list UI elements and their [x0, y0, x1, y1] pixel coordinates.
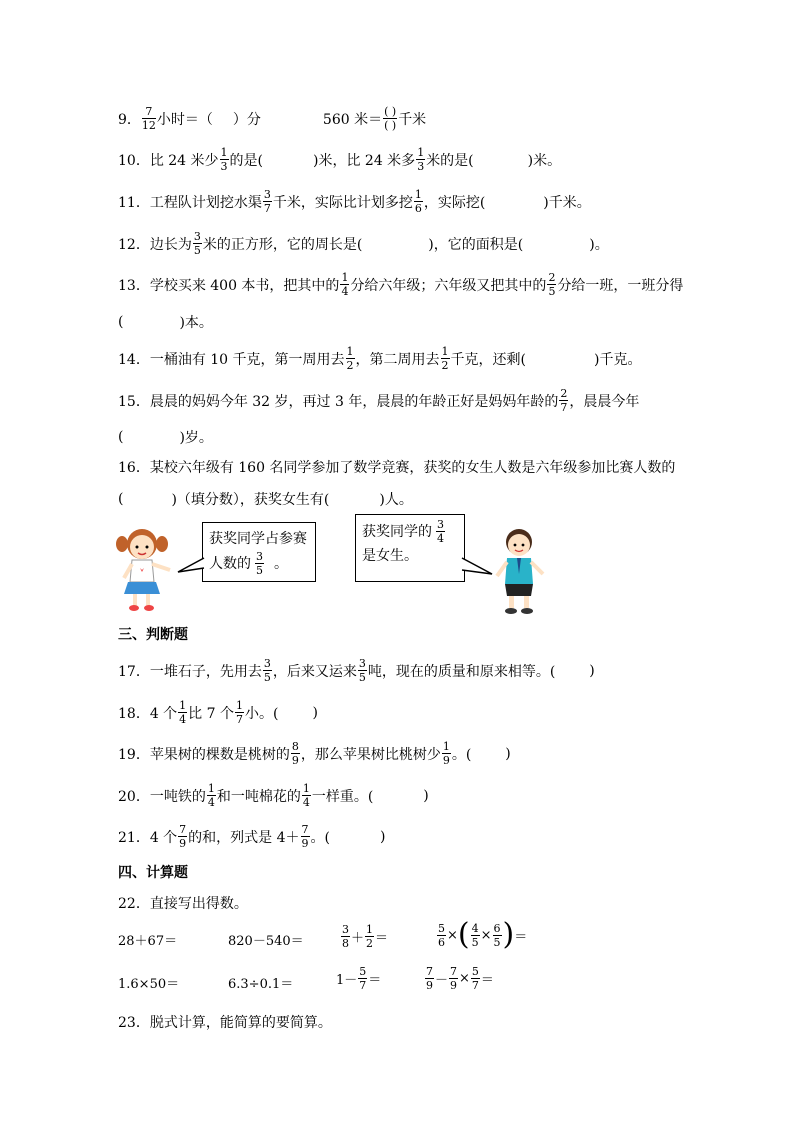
question-18: 18．4 个 $\frac{1}{4}$ 比 7 个 $\frac{1}{7}$ 小。( ) — [118, 699, 318, 726]
fraction: $\frac{7}{12}$ — [141, 105, 156, 132]
fraction: $\frac{3}{5}$ — [193, 230, 201, 257]
fraction: $\frac{1}{6}$ — [414, 188, 422, 215]
fraction: $\frac{1}{4}$ — [207, 782, 215, 809]
fraction: $\frac{1}{2}$ — [441, 345, 449, 372]
fraction: $\frac{1}{7}$ — [235, 699, 243, 726]
question-23: 23．脱式计算，能简算的要简算。 — [118, 1015, 332, 1031]
fraction: $\frac{1}{2}$ — [346, 345, 354, 372]
calc-a3: $\frac{3}{8}$ ＋ $\frac{1}{2}$ ＝ — [342, 923, 389, 950]
calc-b2: 6.3÷0.1＝ — [228, 977, 294, 992]
question-22: 22．直接写出得数。 — [118, 896, 248, 912]
question-10: 10．比 24 米少 $\frac{1}{3}$ 的是( )米，比 24 米多 $\frac{1}{3}$ 米的是( )米。 — [118, 146, 562, 173]
question-20: 20．一吨铁的 $\frac{1}{4}$ 和一吨棉花的 $\frac{1}{4}$ 一样重。( ) — [118, 782, 429, 809]
question-13: 13．学校买来 400 本书，把其中的 $\frac{1}{4}$ 分给六年级；六年级又把其中的 $\frac{2}{5}$ 分给一班，一班分得 — [118, 271, 684, 298]
question-15-answer: ( )岁。 — [118, 429, 213, 446]
fraction: $\frac{1}{3}$ — [417, 146, 425, 173]
fraction: $\frac{3}{5}$ — [358, 657, 366, 684]
question-13-answer: ( )本。 — [118, 314, 213, 331]
calc-b1: 1.6×50＝ — [118, 977, 180, 992]
calc-a1: 28＋67＝ — [118, 934, 178, 949]
section-heading-calculation: 四、计算题 — [118, 865, 188, 881]
question-14: 14．一桶油有 10 千克，第一周用去 $\frac{1}{2}$ ，第二周用去 $\frac{1}{2}$ 千克，还剩( )千克。 — [118, 345, 642, 372]
question-19: 19．苹果树的棵数是桃树的 $\frac{8}{9}$ ，那么苹果树比桃树少 $\frac{1}{9}$ 。( ) — [118, 740, 511, 767]
question-11: 11．工程队计划挖水渠 $\frac{3}{7}$ 千米，实际比计划多挖 $\frac{1}{6}$ ，实际挖( )千米。 — [118, 188, 591, 215]
bubble-pointer-left — [176, 556, 206, 576]
fraction: $\frac{8}{9}$ — [291, 740, 299, 767]
fraction: $\frac{3}{5}$ — [263, 657, 271, 684]
calc-b4: $\frac{7}{9}$ － $\frac{7}{9}$ × $\frac{5}{7}$ ＝ — [426, 965, 494, 992]
calc-a4: $\frac{5}{6}$ × ( $\frac{4}{5}$ × $\frac{6}{5}$ ) ＝ — [438, 917, 528, 952]
fraction: $\frac{7}{9}$ — [179, 823, 187, 850]
boy-illustration — [493, 526, 549, 616]
question-9: 9． $\frac{7}{12}$ 小时＝（ ）分 560 米＝ $\frac{( )}{( )}$ 千米 — [118, 105, 427, 132]
fraction: $\frac{3}{7}$ — [263, 188, 271, 215]
fraction: $\frac{1}{4}$ — [302, 782, 310, 809]
fraction-blank: $\frac{( )}{( )}$ — [384, 105, 397, 132]
bubble-pointer-right — [460, 556, 494, 578]
calc-b3: 1－ $\frac{5}{7}$ ＝ — [336, 965, 382, 992]
speech-bubble-right: 获奖同学的 $\frac{3}{4}$ 是女生。 — [355, 514, 465, 582]
fraction: $\frac{1}{4}$ — [341, 271, 349, 298]
section-heading-judgement: 三、判断题 — [118, 627, 188, 643]
question-15: 15．晨晨的妈妈今年 32 岁，再过 3 年，晨晨的年龄正好是妈妈年龄的 $\frac{2}{7}$ ，晨晨今年 — [118, 387, 640, 414]
question-12: 12．边长为 $\frac{3}{5}$ 米的正方形，它的周长是( )，它的面积是( )。 — [118, 230, 609, 257]
fraction: $\frac{1}{3}$ — [220, 146, 228, 173]
girl-illustration — [114, 522, 176, 614]
question-16-answer: ( )（填分数），获奖女生有( )人。 — [118, 491, 413, 508]
calc-a2: 820－540＝ — [228, 934, 304, 949]
speech-bubble-left: 获奖同学占参赛 人数的 $\frac{3}{5}$ 。 — [202, 522, 316, 582]
question-17: 17．一堆石子，先用去 $\frac{3}{5}$ ，后来又运来 $\frac{3}{5}$ 吨，现在的质量和原来相等。( ) — [118, 657, 595, 684]
fraction: $\frac{2}{5}$ — [548, 271, 556, 298]
fraction: $\frac{1}{9}$ — [442, 740, 450, 767]
fraction: $\frac{1}{4}$ — [179, 699, 187, 726]
fraction: $\frac{2}{7}$ — [560, 387, 568, 414]
fraction: $\frac{7}{9}$ — [301, 823, 309, 850]
question-21: 21．4 个 $\frac{7}{9}$ 的和，列式是 4＋ $\frac{7}{9}$ 。( ) — [118, 823, 386, 850]
question-16: 16．某校六年级有 160 名同学参加了数学竞赛，获奖的女生人数是六年级参加比赛人数的 — [118, 460, 676, 476]
